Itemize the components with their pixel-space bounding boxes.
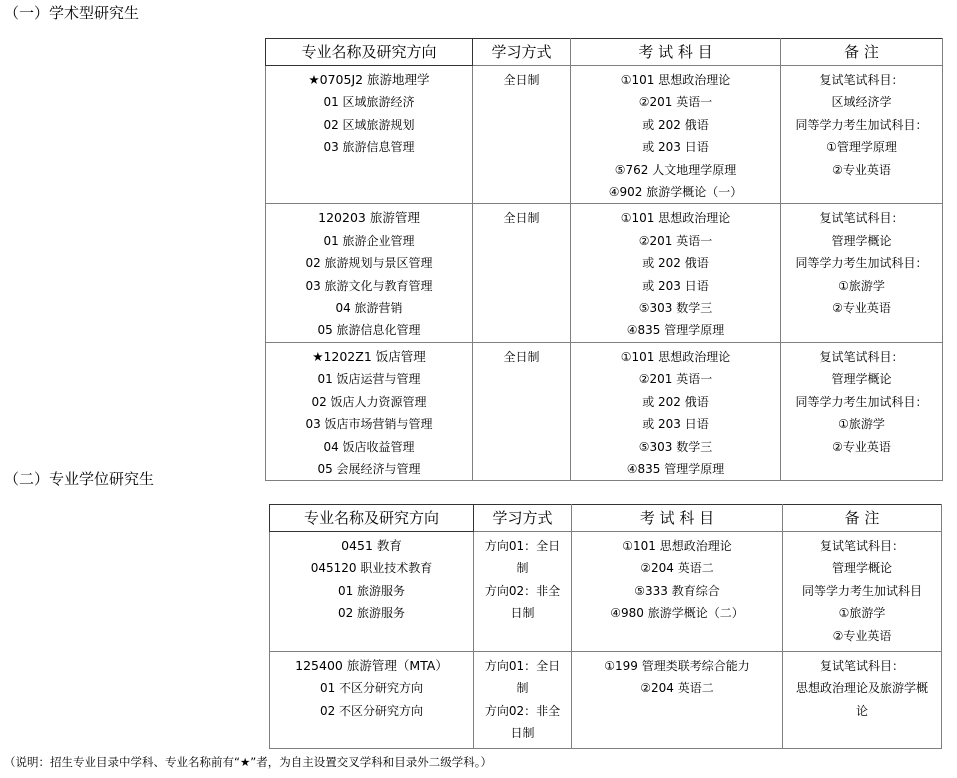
- mode-cell: [474, 652, 572, 749]
- major-line: 01 区域旅游经济: [323, 95, 415, 110]
- exams-line: ④902 旅游学概论（一）: [608, 185, 743, 200]
- notes-line: 管理学概论: [831, 561, 892, 576]
- exams-line: ①199 管理类联考综合能力: [604, 659, 750, 673]
- major-cell: [270, 532, 474, 652]
- major-title: ★0705J2 旅游地理学: [308, 72, 430, 87]
- notes-line: ②专业英语: [832, 162, 891, 177]
- table-row: [270, 652, 942, 749]
- notes-line: 区域经济学: [831, 95, 892, 110]
- mode-cell: [474, 532, 572, 652]
- notes-line: ①管理学原理: [826, 140, 897, 155]
- exams-line: ②201 英语一: [638, 372, 713, 387]
- exams-line: ⑤762 人文地理学原理: [614, 162, 737, 177]
- mode-line: 方向01：全日: [484, 539, 561, 553]
- major-line: 02 旅游服务: [337, 606, 406, 621]
- mode-cell: [473, 342, 571, 480]
- mode-line: 日制: [510, 606, 535, 621]
- notes-cell: [781, 66, 943, 204]
- notes-line: 复试笔试科目：: [819, 73, 904, 87]
- mode-line: 全日制: [503, 349, 540, 364]
- notes-line: 复试笔试科目：: [819, 211, 904, 226]
- major-line: 01 不区分研究方向: [319, 681, 424, 696]
- exams-line: ⑤333 教育综合: [634, 583, 720, 598]
- table-row: [266, 204, 943, 342]
- major-title: 125400 旅游管理（MTA）: [295, 658, 448, 673]
- exams-cell: [571, 66, 781, 204]
- major-line: 02 旅游规划与景区管理: [305, 256, 433, 271]
- exams-line: 或 203 日语: [642, 278, 709, 293]
- notes-line: ①旅游学: [838, 417, 885, 432]
- header-major: 专业名称及研究方向: [266, 39, 473, 66]
- exams-line: ②201 英语一: [638, 95, 713, 110]
- mode-line: 全日制: [503, 73, 540, 87]
- notes-cell: [783, 532, 942, 652]
- major-title: 120203 旅游管理: [318, 210, 420, 226]
- notes-cell: [781, 204, 943, 342]
- exams-line: ①101 思想政治理论: [620, 211, 731, 226]
- major-line: 03 饭店市场营销与管理: [305, 417, 433, 432]
- mode-line: 方向01：全日: [484, 659, 561, 673]
- notes-line: 思想政治理论及旅游学概: [795, 681, 928, 696]
- exams-line: ④835 管理学原理: [626, 323, 725, 338]
- exams-cell: [571, 342, 781, 480]
- notes-line: 复试笔试科目：: [819, 349, 904, 364]
- exams-line: ①101 思想政治理论: [622, 539, 732, 553]
- exams-line: ②204 英语二: [640, 561, 714, 576]
- major-line: 01 旅游企业管理: [323, 233, 415, 248]
- exams-line: 或 202 俄语: [642, 117, 709, 132]
- major-line: 01 饭店运营与管理: [317, 372, 421, 387]
- academic-programs-table: [265, 38, 943, 481]
- major-cell: [270, 652, 474, 749]
- exams-cell: [572, 652, 783, 749]
- mode-line: 日制: [510, 726, 535, 741]
- table-row: [270, 532, 942, 652]
- exams-line: 或 203 日语: [642, 140, 709, 155]
- exams-line: ②201 英语一: [638, 233, 713, 248]
- exams-line: ⑤303 数学三: [638, 301, 713, 316]
- major-line: 02 不区分研究方向: [319, 703, 424, 718]
- major-line: 03 旅游文化与教育管理: [305, 278, 433, 293]
- header-exams: 考 试 科 目: [572, 505, 783, 532]
- table-row: [266, 342, 943, 480]
- notes-line: 论: [855, 703, 868, 718]
- exams-line: ②204 英语二: [640, 681, 714, 696]
- mode-line: 制: [516, 681, 529, 696]
- mode-cell: [473, 66, 571, 204]
- major-cell: [266, 204, 473, 342]
- major-cell: [266, 66, 473, 204]
- exams-line: ①101 思想政治理论: [620, 73, 731, 87]
- exams-line: 或 202 俄语: [642, 394, 709, 409]
- notes-line: ②专业英语: [832, 628, 892, 643]
- notes-line: 同等学力考生加试科目：: [795, 394, 928, 409]
- section2-title: （二）专业学位研究生: [4, 470, 155, 488]
- notes-cell: [783, 652, 942, 749]
- header-major: 专业名称及研究方向: [270, 505, 474, 532]
- mode-line: 全日制: [503, 211, 540, 226]
- footnote: （说明：招生专业目录中学科、专业名称前有“★”者，为自主设置交叉学科和目录外二级学科。）: [4, 755, 492, 769]
- header-exams: 考 试 科 目: [571, 39, 781, 66]
- exams-line: ⑤303 数学三: [638, 439, 713, 454]
- major-title: ★1202Z1 饭店管理: [312, 348, 426, 364]
- exams-line: ④980 旅游学概论（二）: [610, 606, 744, 621]
- exams-line: 或 202 俄语: [642, 256, 709, 271]
- notes-line: 管理学概论: [831, 372, 892, 387]
- exams-line: ④835 管理学原理: [626, 461, 725, 476]
- mode-cell: [473, 204, 571, 342]
- professional-programs-table: [269, 504, 942, 749]
- notes-line: ①旅游学: [838, 606, 886, 621]
- mode-line: 方向02：非全: [484, 583, 561, 598]
- notes-line: 同等学力考生加试科目：: [795, 256, 928, 271]
- notes-line: 管理学概论: [831, 233, 892, 248]
- notes-cell: [781, 342, 943, 480]
- header-notes: 备 注: [781, 39, 943, 66]
- major-line: 05 旅游信息化管理: [317, 323, 421, 338]
- major-line: 02 区域旅游规划: [323, 117, 415, 132]
- major-line: 04 旅游营销: [335, 301, 403, 316]
- major-line: 04 饭店收益管理: [323, 439, 415, 454]
- major-line: 05 会展经济与管理: [317, 461, 421, 476]
- exams-cell: [571, 204, 781, 342]
- notes-line: 复试笔试科目：: [819, 539, 904, 553]
- major-line: 045120 职业技术教育: [310, 561, 433, 576]
- header-mode: 学习方式: [474, 505, 572, 532]
- major-line: 01 旅游服务: [337, 583, 406, 598]
- header-mode: 学习方式: [473, 39, 571, 66]
- major-line: 03 旅游信息管理: [323, 140, 415, 155]
- exams-line: 或 203 日语: [642, 417, 709, 432]
- major-title: 0451 教育: [341, 538, 402, 553]
- major-line: 02 饭店人力资源管理: [311, 394, 427, 409]
- notes-line: 复试笔试科目：: [819, 659, 904, 673]
- table-row: [266, 66, 943, 204]
- mode-line: 方向02：非全: [484, 703, 561, 718]
- section1-title: （一）学术型研究生: [4, 4, 140, 22]
- notes-line: ②专业英语: [832, 301, 891, 316]
- exams-line: ①101 思想政治理论: [620, 349, 731, 364]
- notes-line: 同等学力考生加试科目: [801, 583, 922, 598]
- mode-line: 制: [516, 561, 529, 576]
- header-notes: 备 注: [783, 505, 942, 532]
- major-cell: [266, 342, 473, 480]
- exams-cell: [572, 532, 783, 652]
- notes-line: ②专业英语: [832, 439, 891, 454]
- notes-line: 同等学力考生加试科目：: [795, 117, 928, 132]
- notes-line: ①旅游学: [838, 278, 885, 293]
